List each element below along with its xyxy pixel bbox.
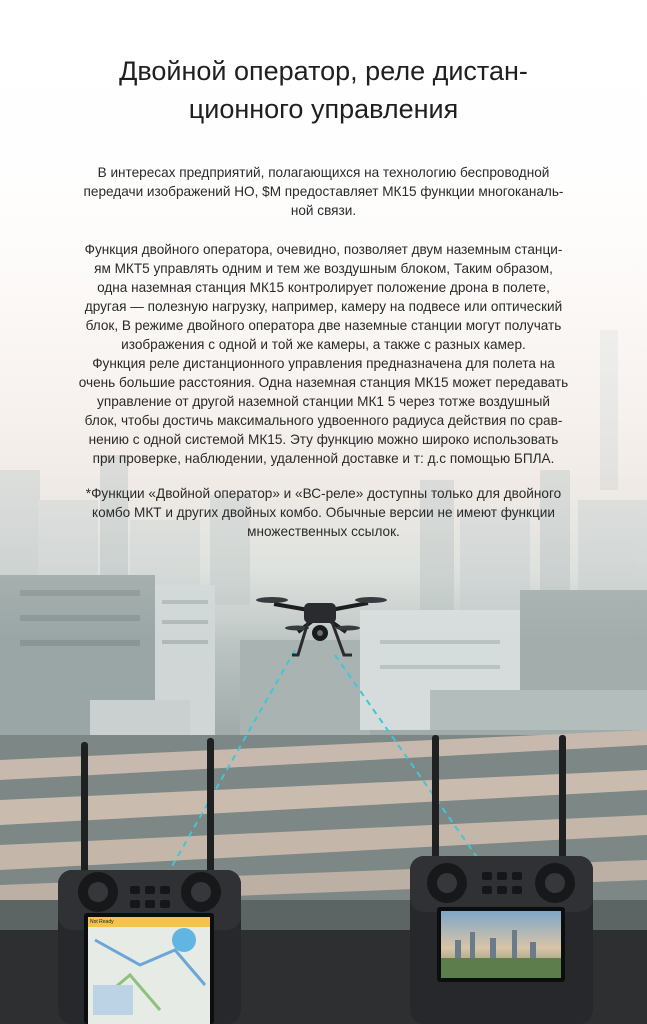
intro-paragraph	[62, 163, 585, 220]
body-line: блок, чтобы достичь максимального удвоенного радиуса действия по срав-	[84, 413, 563, 428]
note-line: *Функции «Двойной оператор» и «ВС-реле» доступны только для двойного	[85, 486, 562, 501]
note-line: множественных ссылок.	[247, 524, 400, 539]
body-line: при проверке, наблюдении, удаленной доставке и т: д.с помощью БПЛА.	[92, 451, 555, 466]
body-line: ям МКТ5 управлять одним и тем же воздушным блоком, Таким образом,	[94, 261, 553, 276]
left-screen-badge: Not Ready	[90, 919, 114, 925]
body-line: изображения с одной и той же камеры, а также с разных камер.	[121, 337, 526, 352]
intro-line: ной связи.	[290, 203, 357, 218]
body-line: управление от другой наземной станции МК1 5 через тотже воздушный	[97, 394, 550, 409]
page-title	[0, 52, 647, 128]
page-title-line1: Двойной оператор, реле дистан-	[119, 56, 528, 86]
intro-line: передачи изображений НО, $М предоставляет МК15 функции многоканаль-	[83, 184, 564, 199]
body-line: одна наземная станция МК15 контролирует положение дрона в полете,	[97, 280, 550, 295]
body-line: другая — полезную нагрузку, например, камеру на подвесе или оптический	[84, 299, 563, 314]
body-line: нению с одной системой МК15. Эту функцию можно широко использовать	[88, 432, 559, 447]
body-line: Функция двойного оператора, очевидно, позволяет двум наземным станци-	[84, 242, 563, 257]
body-line: Функция реле дистанционного управления предназначена для полета на	[92, 356, 555, 371]
body-line: очень большие расстояния. Одна наземная станция МК15 может передавать	[78, 375, 569, 390]
note-line: комбо МКТ и других двойных комбо. Обычные версии не имеют функции	[92, 505, 555, 520]
body-line: блок, В режиме двойного оператора две наземные станции могут получать	[85, 318, 562, 333]
page-title-line2: ционного управления	[188, 94, 459, 124]
body-paragraph	[62, 240, 585, 468]
intro-line: В интересах предприятий, полагающихся на технологию беспроводной	[97, 165, 550, 180]
note-paragraph	[62, 484, 585, 541]
